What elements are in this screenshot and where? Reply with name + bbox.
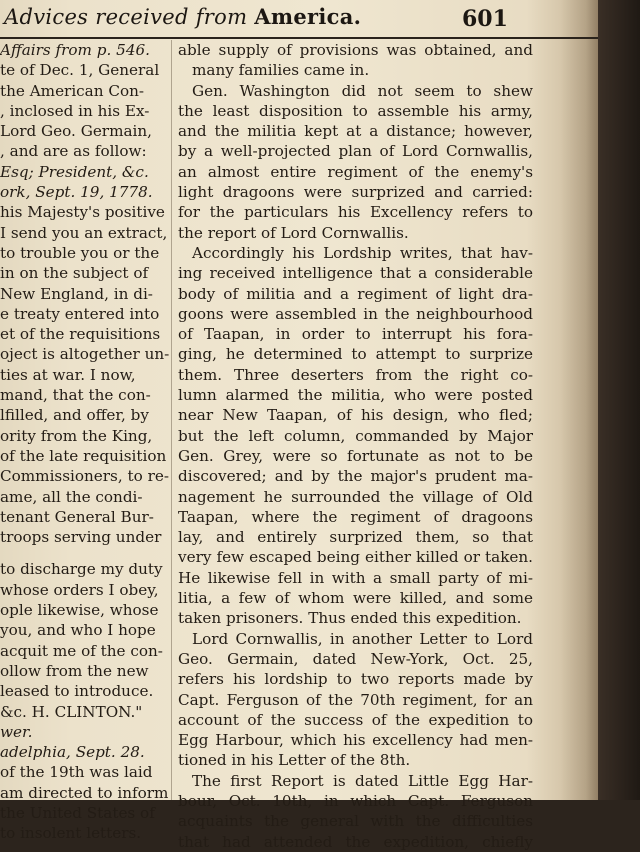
text-line: for the particulars his Excellency refers to xyxy=(178,203,533,222)
text-line: the American Con- xyxy=(0,81,145,100)
header-rule xyxy=(0,37,600,39)
text-line: oject is altogether un- xyxy=(0,345,170,364)
text-line: the least disposition to assemble his army, xyxy=(178,101,533,120)
text-line: Taapan, where the regiment of dragoons xyxy=(178,507,533,526)
column-divider xyxy=(171,40,172,800)
text-line: of Taapan, in order to interrupt his fora- xyxy=(178,325,533,344)
text-line: many families came in. xyxy=(192,61,370,80)
text-line: ging, he determined to attempt to surprize xyxy=(178,345,533,364)
text-line: e treaty entered into xyxy=(0,304,160,323)
text-line: ority from the King, xyxy=(0,426,153,445)
text-line: to discharge my duty xyxy=(0,560,163,579)
text-line: , inclosed in his Ex- xyxy=(0,101,150,120)
text-line: troops serving under xyxy=(0,528,162,547)
text-line: of the 19th was laid xyxy=(0,763,153,782)
text-line: acquaints the general with the difficulties xyxy=(178,812,533,831)
text-line: ties at war. I now, xyxy=(0,365,136,384)
text-line: I send you an extract, xyxy=(0,223,168,242)
text-line: Egg Harbour, which his excellency had men- xyxy=(178,731,533,750)
text-line: Lord Geo. Germain, xyxy=(0,122,152,141)
text-line: te of Dec. 1, General xyxy=(0,61,160,80)
text-line: tenant General Bur- xyxy=(0,507,154,526)
text-line: tioned in his Letter of the 8th. xyxy=(178,751,411,770)
page-header xyxy=(0,2,598,32)
text-line: lumn alarmed the militia, who were posted xyxy=(178,386,533,405)
text-line: Capt. Ferguson of the 70th regiment, for an xyxy=(178,690,533,709)
text-line: wer. xyxy=(0,722,33,741)
running-head xyxy=(4,4,361,29)
text-line: ople likewise, whose xyxy=(0,601,159,620)
text-line: mand, that the con- xyxy=(0,386,151,405)
text-line: in on the subject of xyxy=(0,264,149,283)
text-line: acquit me of the con- xyxy=(0,641,163,660)
text-line: Affairs from p. 546. xyxy=(0,41,150,59)
text-line: very few escaped being either killed or taken. xyxy=(178,548,533,567)
text-line: ollow from the new xyxy=(0,661,149,680)
text-line: the report of Lord Cornwallis. xyxy=(178,223,409,242)
text-line: New England, in di- xyxy=(0,284,153,303)
text-line: Commissioners, to re- xyxy=(0,467,169,486)
text-line: Geo. Germain, dated New-York, Oct. 25, xyxy=(178,649,533,668)
text-line: bour, Oct. 10th, in which Capt. Ferguson xyxy=(178,791,533,810)
book-binding-edge xyxy=(598,0,640,800)
text-line: refers his lordship to two reports made by xyxy=(178,670,533,689)
text-line: lay, and entirely surprized them, so that xyxy=(178,528,533,547)
text-line: but the left column, commanded by Major xyxy=(178,426,533,445)
text-line: an almost entire regiment of the enemy's xyxy=(178,162,533,181)
text-line: account of the success of the expedition to xyxy=(178,710,533,729)
text-line: ing received intelligence that a considerable xyxy=(178,264,533,283)
text-line: goons were assembled in the neighbourhood xyxy=(178,304,533,323)
running-head-roman: America. xyxy=(254,4,362,29)
right-column xyxy=(178,40,533,852)
text-line: and the militia kept at a distance; however, xyxy=(178,122,533,141)
text-line: am directed to inform xyxy=(0,783,169,802)
text-line: , and are as follow: xyxy=(0,142,147,161)
text-line: them. Three deserters from the right co- xyxy=(178,365,533,384)
text-line: able supply of provisions was obtained, and xyxy=(178,41,533,59)
left-column xyxy=(0,40,170,844)
text-line: et of the requisitions xyxy=(0,325,161,344)
text-line: Lord Cornwallis, in another Letter to Lord xyxy=(192,629,533,648)
text-line: nagement he surrounded the village of Old xyxy=(178,487,533,506)
text-line: litia, a few of whom were killed, and some xyxy=(178,589,533,608)
text-line: body of militia and a regiment of light dra- xyxy=(178,284,533,303)
text-line: Gen. Washington did not seem to shew xyxy=(192,81,533,100)
text-line: ork, Sept. 19, 1778. xyxy=(0,183,153,202)
text-line: Accordingly his Lordship writes, that hav- xyxy=(192,243,533,262)
text-line: whose orders I obey, xyxy=(0,580,159,599)
text-line: to trouble you or the xyxy=(0,243,160,262)
text-line: leased to introduce. xyxy=(0,682,154,701)
text-line: &c. H. CLINTON." xyxy=(0,702,143,721)
text-line: Gen. Grey, were so fortunate as not to be xyxy=(178,446,533,465)
page-number: 601 xyxy=(462,6,508,32)
text-line: lfilled, and offer, by xyxy=(0,406,149,425)
text-line: that had attended the expedition, chiefly xyxy=(178,832,533,851)
text-line: to insolent letters. xyxy=(0,824,142,843)
page-curl-shadow xyxy=(560,0,598,800)
running-head-italic: Advices received from xyxy=(4,5,248,29)
text-line: Esq; President, &c. xyxy=(0,162,149,181)
text-line: ame, all the condi- xyxy=(0,487,143,506)
text-line: light dragoons were surprized and carried: xyxy=(178,183,533,202)
text-line: The first Report is dated Little Egg Har- xyxy=(192,771,533,790)
text-line: taken prisoners. Thus ended this expedition. xyxy=(178,609,522,628)
text-line: you, and who I hope xyxy=(0,621,156,640)
text-line: He likewise fell in with a small party of mi- xyxy=(178,568,533,587)
text-line: his Majesty's positive xyxy=(0,203,165,222)
text-line: near New Taapan, of his design, who fled; xyxy=(178,406,533,425)
paragraph-gap xyxy=(0,547,165,559)
text-line: of the late requisition xyxy=(0,446,167,465)
text-line: adelphia, Sept. 28. xyxy=(0,743,145,762)
text-line: discovered; and by the major's prudent ma- xyxy=(178,467,533,486)
text-line: the United States of xyxy=(0,803,155,822)
text-line: by a well-projected plan of Lord Cornwallis, xyxy=(178,142,533,161)
